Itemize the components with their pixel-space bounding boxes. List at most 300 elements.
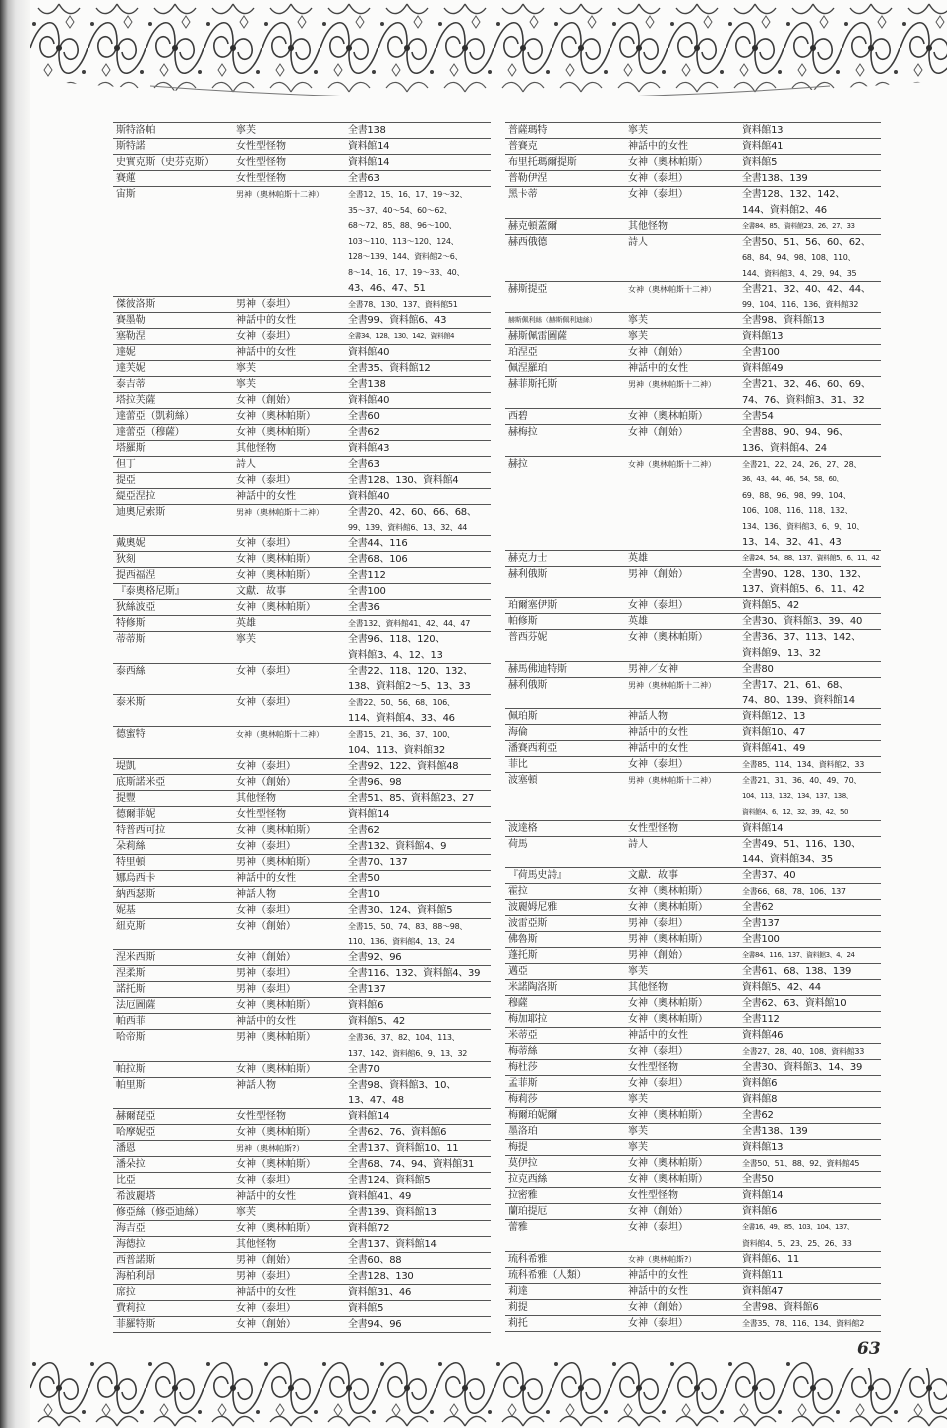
reference-line: 全書139、資料館13: [348, 1207, 437, 1219]
reference-line: 全書138、139: [742, 173, 808, 184]
index-entry: [505, 1204, 881, 1220]
entry-name: 普賽克: [508, 141, 538, 152]
entry-name: 海吉亞: [116, 1223, 146, 1235]
reference-line: 99、104、116、136、資料館32: [742, 300, 859, 310]
entry-name: 娜烏西卡: [116, 872, 156, 884]
reference-line: 全書62: [742, 1110, 774, 1122]
entry-references: [348, 1285, 411, 1301]
entry-category: 女神（奧林帕斯）: [236, 570, 316, 582]
reference-line: 74、76、資料館3、31、32: [742, 394, 865, 406]
index-entry: [505, 884, 881, 900]
reference-line: 資料館3、4、12、13: [348, 649, 443, 661]
entry-references: [742, 187, 845, 218]
reference-line: 全書128、130: [348, 1271, 414, 1283]
entry-category: 女神（泰坦）: [628, 173, 688, 184]
entry-name: 赫西俄德: [508, 236, 548, 248]
entry-name: 波塞頓: [508, 775, 538, 787]
index-entry: [113, 1125, 491, 1141]
entry-name: 黑卡蒂: [508, 189, 538, 200]
reference-line: 全書21、22、24、26、27、28、: [742, 459, 862, 469]
entry-category: 女神（奧林帕斯）: [628, 411, 708, 422]
reference-line: 全書100: [742, 934, 780, 946]
entry-category: 女神（創始）: [236, 394, 296, 406]
reference-line: 全書96、118、120、: [348, 634, 445, 646]
reference-line: 全書92、96: [348, 952, 402, 964]
index-entry: [113, 377, 491, 393]
index-entry: [113, 361, 491, 377]
entry-name: 提西福涅: [116, 570, 156, 582]
entry-category: 女神（奧林帕斯十二神）: [236, 730, 324, 739]
reference-line: 69、88、96、98、99、104、: [742, 490, 851, 500]
index-entry: [113, 393, 491, 409]
entry-name: 宙斯: [116, 189, 136, 200]
entry-name: 迪奧尼索斯: [116, 506, 165, 518]
entry-references: [348, 297, 458, 313]
reference-line: 全書50、51、88、92、資料館45: [742, 1159, 860, 1169]
reference-line: 全書112: [742, 1014, 780, 1026]
reference-line: 全書124、資料館5: [348, 1175, 431, 1187]
entry-category: 寧芙: [236, 634, 256, 646]
index-entry: [505, 1220, 881, 1251]
entry-category: 女神（創始）: [628, 347, 688, 359]
entry-category: 女神（創始）: [628, 427, 688, 438]
reference-line: 全書88、90、94、96、: [742, 427, 849, 438]
index-entry: [505, 282, 881, 313]
index-entry: [505, 996, 881, 1012]
entry-category: 神話中的女性: [628, 141, 688, 152]
entry-name: 費莉拉: [116, 1303, 146, 1315]
entry-references: [742, 1076, 777, 1092]
entry-references: [348, 361, 430, 377]
reference-line: 資料館5: [742, 157, 778, 168]
reference-line: 資料館11: [742, 1269, 784, 1281]
index-entry: [113, 297, 491, 313]
entry-category: 男神（奧林帕斯?）: [236, 1144, 305, 1154]
entry-name: 梅爾珀妮爾: [508, 1110, 557, 1122]
entry-references: [348, 791, 474, 807]
entry-references: [348, 1301, 383, 1317]
entry-name: 諾托斯: [116, 984, 146, 996]
index-entry: [505, 1172, 881, 1188]
index-entry: [505, 1012, 881, 1028]
reference-line: 134、136、資料館3、6、9、10、: [742, 521, 864, 531]
entry-references: [742, 916, 780, 932]
entry-category: 女神（泰坦）: [236, 840, 296, 852]
reference-line: 全書50: [348, 872, 380, 884]
entry-name: 達蕾亞（凱莉絲）: [116, 410, 195, 422]
entry-name: 赫斯提亞: [508, 283, 548, 295]
entry-category: 男神（創始）: [628, 950, 688, 962]
entry-name: 梅提: [508, 1142, 528, 1154]
entry-references: [348, 1062, 380, 1078]
reference-line: 全書68、106: [348, 554, 408, 566]
reference-line: 資料館5、42: [348, 1016, 405, 1028]
entry-category: 女神（泰坦）: [236, 1303, 296, 1315]
entry-references: [348, 155, 389, 171]
index-entry: [113, 1205, 491, 1221]
reference-line: 資料館5: [348, 1303, 384, 1315]
reference-line: 全書60、88: [348, 1255, 402, 1267]
entry-references: [742, 964, 851, 980]
entry-name: 赫斯佩利絲（赫斯佩利迪絲）: [508, 316, 597, 325]
entry-category: 女神（泰坦）: [628, 1046, 688, 1058]
entry-category: 女神（奧林帕斯）: [236, 426, 316, 438]
entry-references: [348, 727, 455, 758]
entry-name: 海倫: [508, 727, 528, 739]
index-entry: [505, 678, 881, 709]
reference-line: 104、113、132、134、137、138、: [742, 791, 853, 800]
entry-references: [348, 1317, 401, 1333]
reference-line: 資料館8: [742, 1094, 778, 1106]
index-entry: [505, 1124, 881, 1140]
entry-references: [742, 1220, 853, 1251]
reference-line: 13、47、48: [348, 1095, 404, 1107]
entry-name: 朵莉絲: [116, 840, 146, 852]
entry-name: 西普諾斯: [116, 1255, 156, 1267]
entry-name: 泰米斯: [116, 697, 146, 709]
entry-name: 赫爾琵亞: [116, 1111, 156, 1123]
entry-references: [742, 155, 777, 171]
reference-line: 全書36: [348, 602, 380, 614]
index-entry: [113, 329, 491, 345]
index-entry: [113, 807, 491, 823]
entry-references: [348, 1078, 456, 1109]
reference-line: 全書44、116: [348, 538, 408, 550]
index-entry: [113, 1221, 491, 1237]
entry-references: [348, 1221, 389, 1237]
reference-line: 全書96、98: [348, 776, 402, 788]
entry-name: 塔拉芙薩: [116, 394, 156, 406]
entry-category: 女神（創始）: [236, 1319, 296, 1331]
reference-line: 136、資料館4、24: [742, 442, 827, 454]
entry-category: 男神（奧林帕斯）: [236, 856, 316, 868]
entry-references: [742, 1204, 777, 1220]
entry-category: 女神（泰坦）: [628, 759, 688, 771]
entry-name: 珀爾塞伊斯: [508, 600, 557, 612]
index-entry: [113, 139, 491, 155]
index-entry: [113, 1078, 491, 1109]
entry-category: 神話中的女性: [236, 346, 296, 358]
index-entry: [505, 1076, 881, 1092]
reference-line: 110、136、資料館4、13、24: [348, 937, 455, 947]
entry-references: [742, 139, 783, 155]
index-entry: [505, 409, 881, 425]
reference-line: 137、資料館5、6、11、42: [742, 584, 865, 596]
reference-line: 全書138、139: [742, 1126, 808, 1138]
index-entry: [113, 457, 491, 473]
entry-references: [348, 171, 380, 187]
entry-name: 琉科希雅: [508, 1253, 548, 1265]
entry-name: 席拉: [116, 1287, 136, 1299]
entry-references: [742, 1156, 859, 1172]
index-entry: [113, 187, 491, 296]
entry-category: 男神（創始）: [236, 1255, 296, 1267]
entry-references: [348, 393, 389, 409]
entry-references: [742, 884, 846, 900]
entry-references: [742, 1268, 783, 1284]
entry-name: 菲羅特斯: [116, 1319, 156, 1331]
entry-category: 女神（泰坦）: [236, 330, 296, 342]
index-entry: [505, 1092, 881, 1108]
entry-category: 寧芙: [236, 362, 256, 374]
entry-name: 斯特諾: [116, 141, 146, 152]
reference-line: 全書21、32、40、42、44、: [742, 283, 871, 295]
entry-category: 寧芙: [628, 1142, 648, 1154]
index-entry: [505, 1060, 881, 1076]
entry-name: 潘朵拉: [116, 1159, 146, 1171]
reference-line: 資料館13: [742, 331, 784, 343]
reference-line: 8～14、16、17、19～33、40、: [348, 267, 465, 277]
entry-category: 詩人: [628, 838, 648, 850]
index-entry: [113, 791, 491, 807]
reference-line: 資料館14: [348, 1111, 390, 1123]
entry-name: 泰西絲: [116, 665, 146, 677]
entry-name: 史實克斯（史芬克斯）: [116, 157, 214, 168]
entry-references: [348, 313, 446, 329]
entry-category: 男神（泰坦）: [236, 298, 296, 310]
index-entry: [505, 868, 881, 884]
entry-category: 神話中的女性: [236, 1016, 296, 1028]
entry-category: 女神（奧林帕斯?）: [628, 1254, 697, 1264]
entry-references: [742, 1092, 777, 1108]
entry-category: 女神（奧林帕斯）: [236, 602, 316, 614]
entry-category: 女神（泰坦）: [236, 538, 296, 550]
entry-references: [348, 775, 401, 791]
entry-category: 神話人物: [236, 1079, 276, 1091]
entry-category: 寧芙: [236, 378, 256, 390]
entry-name: 莉提: [508, 1301, 528, 1313]
entry-references: [742, 980, 821, 996]
entry-category: 女神（泰坦）: [236, 665, 296, 677]
entry-category: 男神（奧林帕斯十二神）: [628, 380, 716, 390]
reference-line: 全書100: [742, 347, 780, 359]
reference-line: 99、139、資料館6、13、32、44: [348, 523, 468, 533]
reference-line: 全書62: [348, 426, 380, 438]
entry-name: 佩涅羅珀: [508, 363, 548, 375]
index-entry: [505, 235, 881, 282]
entry-references: [742, 1028, 783, 1044]
index-entry: [505, 709, 881, 725]
entry-references: [348, 632, 445, 663]
reference-line: 資料館14: [742, 1190, 784, 1202]
index-entry: [505, 1140, 881, 1156]
entry-category: 神話中的女性: [628, 1269, 688, 1281]
reference-line: 資料館41: [742, 141, 784, 152]
entry-references: [348, 887, 380, 903]
entry-name: 紐克斯: [116, 920, 146, 932]
entry-category: 女神（創始）: [628, 1301, 688, 1313]
entry-category: 男神（泰坦）: [236, 1271, 296, 1283]
entry-references: [742, 948, 854, 964]
entry-references: [742, 313, 824, 329]
entry-references: [742, 123, 783, 139]
index-entry: [505, 155, 881, 171]
entry-references: [348, 839, 446, 855]
entry-references: [348, 1237, 437, 1253]
index-entry: [113, 887, 491, 903]
index-entry: [113, 123, 491, 139]
entry-name: 佛魯斯: [508, 934, 538, 946]
index-entry: [113, 1157, 491, 1173]
entry-name: 緹亞涅拉: [116, 490, 156, 502]
entry-category: 女性型怪物: [628, 1190, 678, 1202]
reference-line: 74、80、139、資料館14: [742, 695, 855, 707]
reference-line: 全書85、114、134、資料館2、33: [742, 760, 864, 770]
index-entry: [113, 998, 491, 1014]
entry-category: 神話中的女性: [236, 490, 296, 502]
entry-references: [742, 996, 846, 1012]
reference-line: 全書30、資料館3、14、39: [742, 1062, 863, 1074]
entry-references: [348, 139, 389, 155]
entry-references: [742, 821, 783, 837]
index-entry: [505, 900, 881, 916]
index-entry: [505, 425, 881, 456]
entry-references: [348, 187, 467, 296]
index-entry: [113, 1301, 491, 1317]
entry-category: 女神（泰坦）: [628, 600, 688, 612]
entry-references: [348, 982, 386, 998]
entry-name: 孟菲斯: [508, 1078, 538, 1090]
entry-name: 傑彼洛斯: [116, 298, 156, 310]
entry-category: 神話中的女性: [628, 1030, 688, 1042]
reference-line: 全書30、資料館3、39、40: [742, 616, 863, 628]
entry-category: 女神（奧林帕斯）: [628, 157, 708, 168]
reference-line: 全書50、51、56、60、62、: [742, 236, 871, 248]
entry-references: [742, 725, 805, 741]
entry-name: 泰吉蒂: [116, 378, 146, 390]
entry-name: 赫克頓蓋爾: [508, 220, 557, 232]
entry-name: 普勒伊涅: [508, 173, 548, 184]
reference-line: 全書36、37、82、104、113、: [348, 1033, 460, 1043]
reference-line: 資料館13: [742, 1142, 784, 1154]
entry-category: 神話中的女性: [236, 1287, 296, 1299]
entry-name: 莉托: [508, 1317, 528, 1329]
entry-category: 女神（奧林帕斯）: [628, 632, 708, 644]
reference-line: 全書22、118、120、132、: [348, 665, 473, 677]
entry-name: 蓬托斯: [508, 950, 538, 962]
entry-name: 梅莉莎: [508, 1094, 538, 1106]
entry-name: 『泰奧格尼斯』: [116, 586, 185, 598]
entry-references: [742, 282, 871, 313]
entry-references: [348, 1173, 430, 1189]
entry-name: 帕西菲: [116, 1016, 146, 1028]
index-entry: [505, 219, 881, 235]
entry-references: [348, 1269, 413, 1285]
index-entry: [113, 1030, 491, 1061]
entry-references: [348, 998, 383, 1014]
entry-references: [742, 457, 864, 551]
entry-name: 荷馬: [508, 838, 528, 850]
entry-category: 女性型怪物: [236, 173, 286, 184]
entry-references: [742, 900, 774, 916]
entry-references: [348, 855, 407, 871]
entry-references: [348, 425, 380, 441]
entry-category: 寧芙: [628, 315, 648, 327]
reference-line: 資料館49: [742, 363, 784, 375]
entry-category: 女性型怪物: [236, 141, 286, 152]
entry-category: 女神（奧林帕斯）: [628, 1174, 708, 1186]
entry-category: 神話人物: [628, 711, 668, 723]
reference-line: 全書24、54、88、137、資料館5、6、11、42: [742, 553, 880, 562]
entry-name: 珀涅亞: [508, 347, 538, 359]
reference-line: 全書137: [742, 918, 780, 930]
entry-name: 法厄圖薩: [116, 1000, 156, 1012]
index-entry: [113, 839, 491, 855]
entry-category: 寧芙: [236, 125, 256, 136]
entry-references: [348, 584, 386, 600]
reference-line: 資料館40: [348, 346, 390, 358]
entry-references: [742, 235, 871, 282]
reference-line: 68、84、94、98、108、110、: [742, 253, 856, 263]
index-entry: [113, 632, 491, 663]
index-entry: [113, 171, 491, 187]
entry-name: 赫利俄斯: [508, 568, 548, 580]
entry-references: [742, 1188, 783, 1204]
entry-references: [742, 567, 867, 598]
entry-references: [742, 757, 864, 773]
entry-category: 女神（創始）: [236, 920, 296, 932]
entry-name: 哈摩妮亞: [116, 1127, 156, 1139]
reference-line: 全書112: [348, 570, 386, 582]
entry-name: 狄刻: [116, 554, 136, 566]
index-entry: [505, 757, 881, 773]
reference-line: 全書49、51、116、130、: [742, 838, 861, 850]
reference-line: 全書22、50、56、68、106、: [348, 698, 455, 708]
reference-line: 全書138: [348, 378, 386, 390]
index-entry: [113, 919, 491, 950]
reference-line: 全書62: [742, 902, 774, 914]
entry-category: 其他怪物: [236, 442, 276, 454]
reference-line: 全書128、130、資料館4: [348, 474, 459, 486]
entry-name: 穆薩: [508, 998, 528, 1010]
index-entry: [505, 1188, 881, 1204]
index-entry: [505, 837, 881, 868]
entry-category: 英雄: [628, 616, 648, 628]
index-entry: [505, 1108, 881, 1124]
entry-name: 提豐: [116, 792, 136, 804]
entry-category: 男神（奧林帕斯）: [628, 934, 708, 946]
entry-name: 達妮: [116, 346, 136, 358]
row-divider: [505, 1331, 881, 1332]
reference-line: 資料館10、47: [742, 727, 806, 739]
entry-category: 男神（創始）: [628, 568, 688, 580]
entry-references: [348, 1014, 405, 1030]
entry-name: 梅杜莎: [508, 1062, 538, 1074]
entry-references: [742, 1012, 780, 1028]
reference-line: 全書98、資料館6: [742, 1301, 819, 1313]
entry-category: 男神（奧林帕斯十二神）: [236, 507, 324, 517]
entry-name: 特里頓: [116, 856, 146, 868]
index-entry: [505, 567, 881, 598]
entry-category: 女神（奧林帕斯）: [236, 1127, 316, 1139]
index-entry: [113, 695, 491, 726]
entry-name: 海德拉: [116, 1239, 146, 1251]
reference-line: 全書63: [348, 173, 380, 184]
entry-category: 神話中的女性: [236, 314, 296, 326]
entry-category: 神話中的女性: [236, 872, 296, 884]
index-entry: [505, 916, 881, 932]
entry-references: [742, 551, 879, 567]
reference-line: 資料館6: [742, 1206, 778, 1218]
reference-line: 全書37、40: [742, 870, 796, 882]
reference-line: 144、資料館34、35: [742, 854, 833, 866]
reference-line: 全書62、76、資料館6: [348, 1127, 447, 1139]
entry-name: 赫斯佩雷圖薩: [508, 331, 567, 343]
reference-line: 資料館5、42、44: [742, 982, 821, 994]
entry-name: 堤凱: [116, 760, 136, 772]
index-entry: [113, 759, 491, 775]
entry-references: [348, 1030, 467, 1061]
